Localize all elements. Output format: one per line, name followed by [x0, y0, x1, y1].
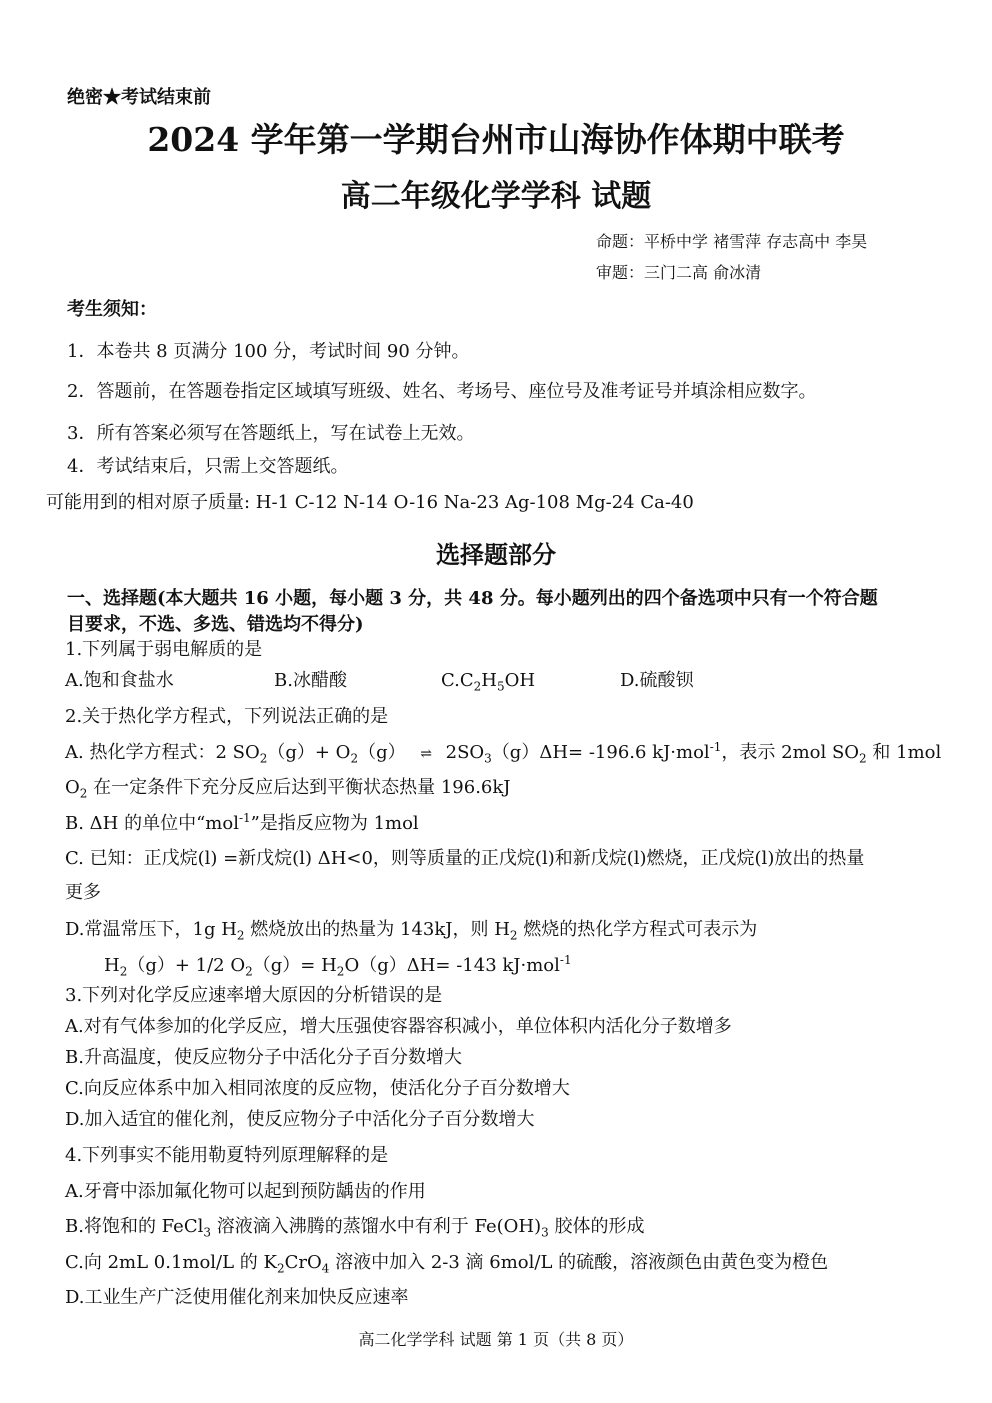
q2-option-d-line-1: D.常温常压下，1g $H_2$ 燃烧放出的热量为 143kJ，则 $H_2$ 燃烧的热化学方程式可表示为	[65, 919, 758, 943]
exam-subtitle: 高二年级化学学科 试题	[340, 179, 652, 214]
notice-item-1: 1．本卷共 8 页满分 100 分，考试时间 90 分钟。	[67, 341, 470, 362]
q2-option-c-line-1: C. 已知：正戊烷(l) =新戊烷(l) ΔH<0，则等质量的正戊烷(l)和新戊烷(l)燃烧，正戊烷(l)放出的热量	[65, 848, 865, 869]
q4-stem: 4.下列事实不能用勒夏特列原理解释的是	[65, 1145, 389, 1166]
q4-option-a: A.牙膏中添加氟化物可以起到预防龋齿的作用	[65, 1181, 426, 1202]
secret-label: 绝密★考试结束前	[67, 87, 211, 108]
q1-option-b: B.冰醋酸	[274, 670, 347, 691]
q2-option-a-line-1: A. 热化学方程式：2 $SO_2(g)+ O_2(g)$ ⇌ $2SO_3(g)\Delta H= -196.6$ kJ·mol$^{-1}$，表示 2mol $SO_2$ 和 1mol	[65, 740, 942, 766]
q3-stem: 3.下列对化学反应速率增大原因的分析错误的是	[65, 985, 443, 1006]
section-title: 选择题部分	[436, 540, 556, 569]
q1-option-c: $C.C_2H_5OH$	[441, 670, 536, 694]
q1-stem: 1.下列属于弱电解质的是	[65, 639, 263, 660]
authors-line-2: 审题：三门二高 俞冰清	[596, 263, 762, 282]
section-intro-2: 目要求，不选、多选、错选均不得分)	[67, 614, 364, 635]
q2-option-b: B. ΔH 的单位中“mol$^{-1}$”是指反应物为 1mol	[65, 811, 419, 834]
q4-option-c: C.向 2mL 0.1mol/L 的 $K_2CrO_4$ 溶液中加入 2-3 滴 6mol/L 的硫酸，溶液颜色由黄色变为橙色	[65, 1252, 829, 1276]
page-footer: 高二化学学科 试题 第 1 页（共 8 页）	[358, 1330, 634, 1349]
q4-option-b: B.将饱和的 FeCl$_3$ 溶液滴入沸腾的蒸馏水中有利于 $Fe(OH)_3$ 胶体的形成	[65, 1216, 645, 1240]
notice-item-2: 2．答题前，在答题卷指定区域填写班级、姓名、考场号、座位号及准考证号并填涂相应数字。	[67, 381, 817, 402]
q1-option-d: D.硫酸钡	[620, 670, 694, 691]
q2-option-c-line-2: 更多	[65, 882, 101, 903]
exam-title: 2024 学年第一学期台州市山海协作体期中联考	[147, 120, 845, 159]
notice-item-4: 4．考试结束后，只需上交答题纸。	[67, 456, 349, 477]
notice-item-3: 3．所有答案必须写在答题纸上，写在试卷上无效。	[67, 423, 475, 444]
section-intro-1: 一、选择题(本大题共 16 小题，每小题 3 分，共 48 分。每小题列出的四个备选项中只有一个符合题	[67, 588, 878, 609]
q2-stem: 2.关于热化学方程式，下列说法正确的是	[65, 706, 389, 727]
q1-option-a: A.饱和食盐水	[65, 670, 174, 691]
q3-option-d: D.加入适宜的催化剂，使反应物分子中活化分子百分数增大	[65, 1109, 535, 1130]
atomic-mass-line: 可能用到的相对原子质量: H-1 C-12 N-14 O-16 Na-23 Ag-108 Mg-24 Ca-40	[46, 492, 694, 513]
equilibrium-arrow-icon: ⇌	[420, 746, 431, 762]
q3-option-b: B.升高温度，使反应物分子中活化分子百分数增大	[65, 1047, 462, 1068]
notice-heading: 考生须知：	[67, 299, 157, 320]
q3-option-c: C.向反应体系中加入相同浓度的反应物，使活化分子百分数增大	[65, 1078, 570, 1099]
q2-option-d-equation: $H_2(g)+ 1/2$ $O_2(g)= H_2O(g)\Delta H= -143$ kJ·mol$^{-1}$	[104, 953, 572, 979]
authors-line-1: 命题：平桥中学 褚雪萍 存志高中 李昊	[596, 232, 868, 251]
q3-option-a: A.对有气体参加的化学反应，增大压强使容器容积减小，单位体积内活化分子数增多	[65, 1016, 732, 1037]
q4-option-d: D.工业生产广泛使用催化剂来加快反应速率	[65, 1287, 409, 1308]
q2-option-a-line-2: $O_2$ 在一定条件下充分反应后达到平衡状态热量 196.6kJ	[65, 777, 511, 801]
